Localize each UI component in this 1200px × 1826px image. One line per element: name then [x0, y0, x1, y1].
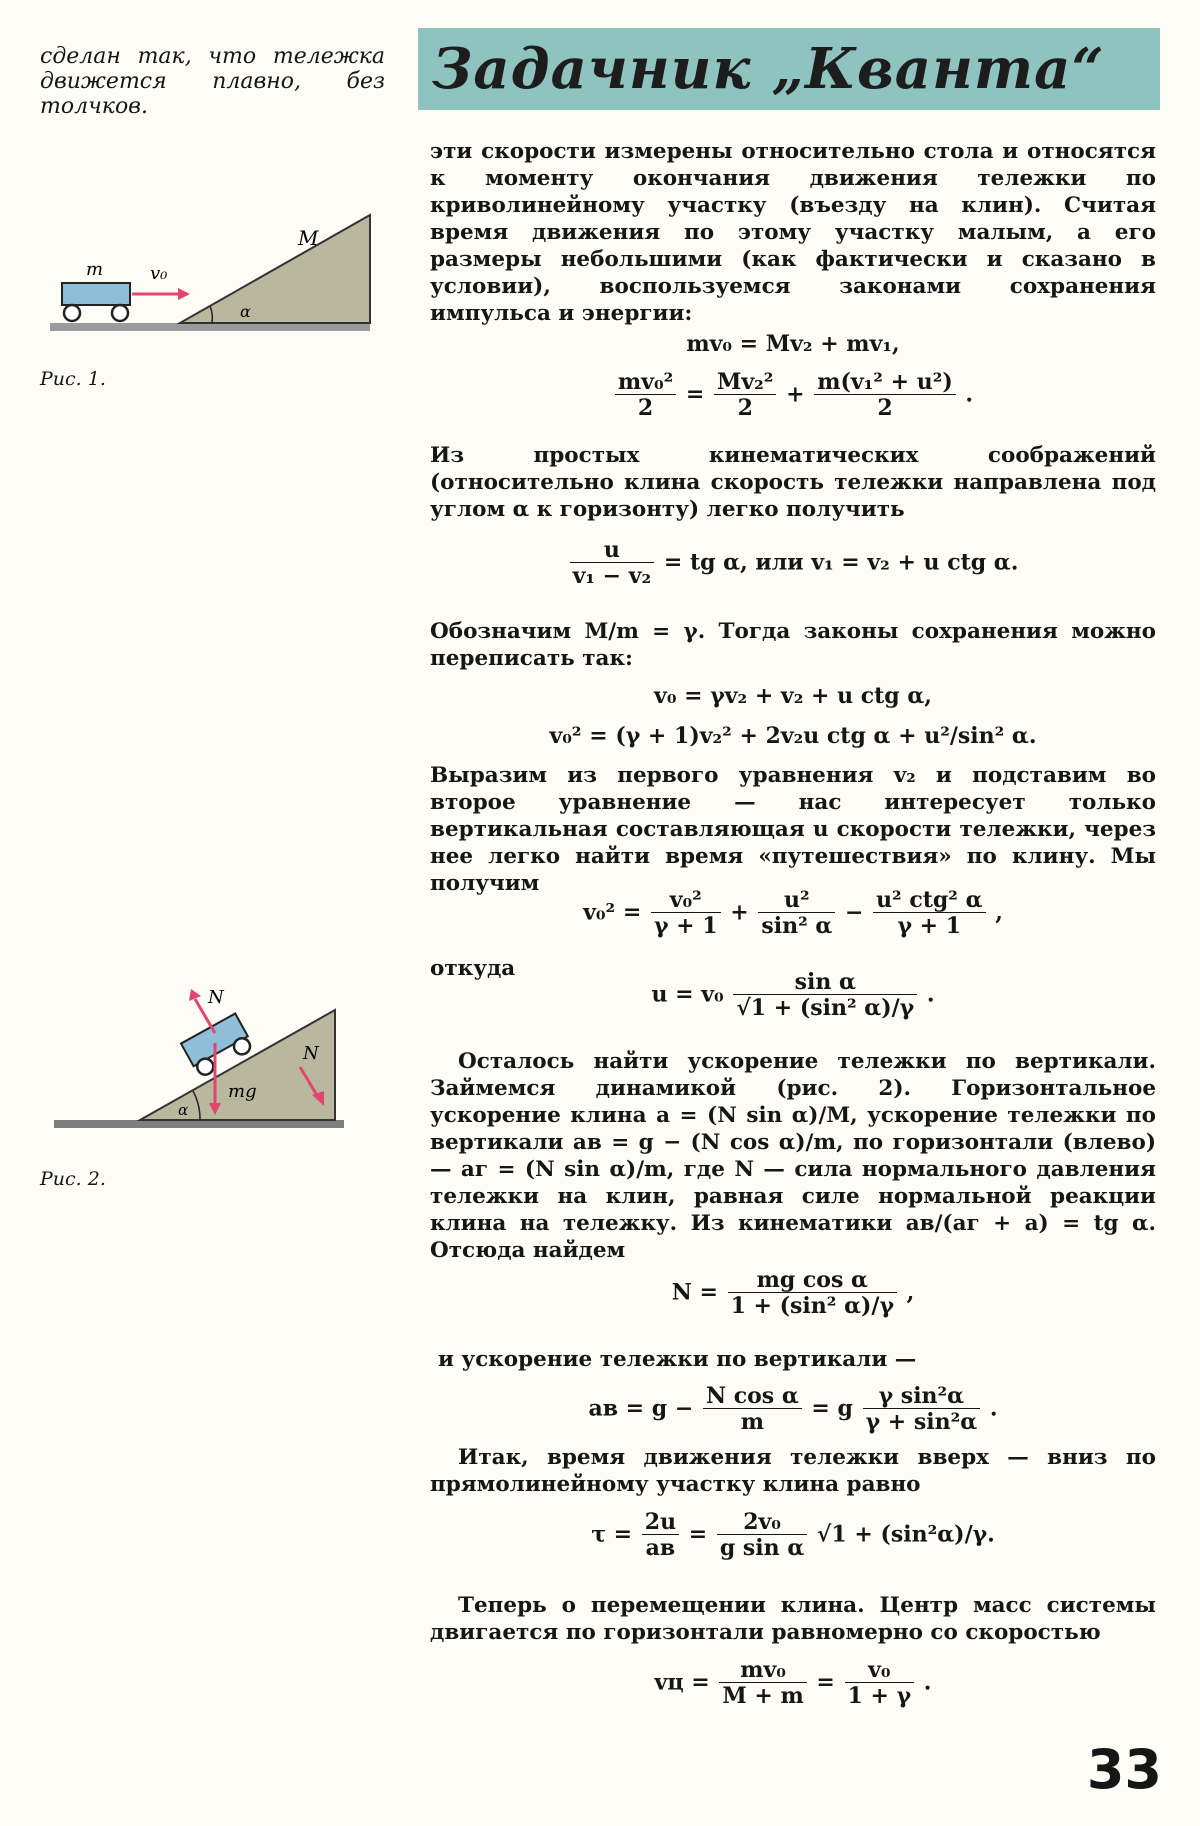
paragraph-1: эти скорости измерены относительно стола и относятся к моменту окончания движения тележки по криволинейному участку (въезду на клин). Считая время движения по этому участку малым, а его размеры небольшими (как фактически и сказано в условии), воспользуемся законами сохранения импульса и энергии:: [430, 139, 1156, 326]
paragraph-7: и ускорение тележки по вертикали —: [438, 1347, 917, 1372]
cart-body: [62, 283, 130, 305]
cart-wheel: [112, 305, 128, 321]
equation-time: τ = $\frac{2u}{aв}$ = $\frac{\text{2v₀}}{\text{g sin α}}$ √1 + (sin²α)/γ.: [591, 1509, 995, 1561]
figure-1: [40, 205, 380, 345]
equation-conservation-2: v₀² = (γ + 1)v₂² + 2v₂u ctg α + u²/sin² α.: [549, 723, 1037, 749]
gravity-label: mg: [228, 1081, 257, 1102]
paragraph-9: Теперь о перемещении клина. Центр масс системы двигается по горизонтали равномерно со скоростью: [430, 1593, 1156, 1645]
equation-conservation-1: v₀ = γv₂ + v₂ + u ctg α,: [654, 683, 932, 709]
figure-2-caption: Рис. 2.: [40, 1168, 106, 1190]
velocity-label: v₀: [150, 263, 168, 284]
equation-N: N = $\frac{\text{mg cos α}}{\text{1 + (sin² α)/γ}}$ ,: [671, 1267, 915, 1319]
side-note: сделан так, что тележка движется плавно, без толчков.: [40, 44, 385, 119]
paragraph-8: Итак, время движения тележки вверх — вниз по прямолинейному участку клина равно: [430, 1445, 1156, 1497]
normal-force-label: N: [208, 987, 224, 1008]
ground: [54, 1120, 344, 1128]
wedge-force-label: N: [303, 1043, 319, 1064]
figure-1-caption: Рис. 1.: [40, 368, 106, 390]
mass-M-label: M: [298, 226, 319, 250]
alpha-label: α: [178, 1101, 189, 1119]
figure-2: [50, 985, 350, 1140]
paragraph-3: Обозначим M/m = γ. Тогда законы сохранения можно переписать так:: [430, 619, 1156, 671]
wedge: [180, 215, 370, 323]
velocity-arrowhead: [178, 288, 190, 300]
paragraph-5: откуда: [430, 956, 516, 981]
equation-momentum: mv₀ = Mv₂ + mv₁,: [686, 331, 900, 357]
paragraph-6: Осталось найти ускорение тележки по вертикали. Займемся динамикой (рис. 2). Горизонтальное ускорение клина a = (N sin α)/M, ускорение тележки по вертикали aв = g − (N cos α)/m, по горизонтали (влево) — aг = (N sin α)/m, где N — сила нормального давления тележки на клин, равная силе нормальной реакции клина на тележку. Из кинематики aв/(aг + a) = tg α. Отсюда найдем: [430, 1049, 1156, 1263]
paragraph-4: Выразим из первого уравнения v₂ и подставим во второе уравнение — нас интересует только вертикальная составляющая u скорости тележки, через нее легко найти время «путешествия» по клину. Мы получим: [430, 763, 1156, 896]
equation-kinematics: $\frac{u}{\text{v₁ − v₂}}$ = tg α, или v₁ = v₂ + u ctg α.: [430, 538, 1156, 589]
page-number: 33: [1086, 1738, 1162, 1801]
equation-energy: $\frac{\text{mv₀²}}{2}$ = $\frac{\text{Mv₂²}}{2}$ + $\frac{\text{m(v₁² + u²)}}{2}$ .: [430, 370, 1156, 421]
equation-center-of-mass: vц = $\frac{\text{mv₀}}{M + m}$ = $\frac{\text{v₀}}{1 + \gamma}$ .: [654, 1657, 932, 1709]
alpha-label: α: [240, 302, 251, 321]
paragraph-2: Из простых кинематических соображений (относительно клина скорость тележки направлена под углом α к горизонту) легко получить: [430, 443, 1156, 522]
equation-v0-squared: v₀² = $\frac{\text{v₀²}}{\gamma + 1}$ + $\frac{\text{u²}}{\text{sin² α}}$ − $\frac{\text{u² ctg² α}}{\gamma + 1}$ ,: [583, 887, 1003, 939]
equation-vertical-acceleration: aв = g − $\frac{\text{N cos α}}{m}$ = g $\frac{\text{γ sin²α}}{\text{γ + sin²α}}$ .: [588, 1383, 998, 1435]
section-header: Задачник „Кванта“: [418, 28, 1160, 110]
equation-u: u = v₀ $\frac{\text{sin α}}{\text{√1 + (sin² α)/γ}}$ .: [651, 969, 935, 1021]
cart-wheel: [64, 305, 80, 321]
mass-m-label: m: [86, 259, 104, 280]
ground: [50, 323, 370, 331]
